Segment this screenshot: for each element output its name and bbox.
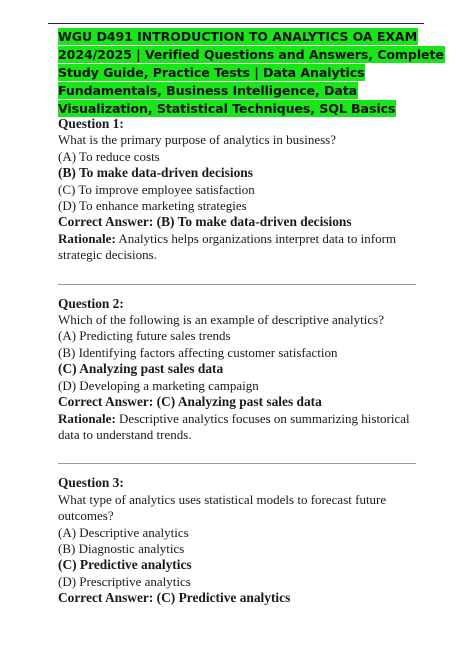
question-block: [58, 475, 418, 606]
question-text: What type of analytics uses statistical models to forecast future outcomes?: [58, 491, 387, 524]
answer-option: (C) To improve employee satisfaction: [58, 181, 255, 197]
title-line: Fundamentals, Business Intelligence, Data: [58, 83, 358, 98]
answer-option: (D) To enhance marketing strategies: [58, 198, 247, 214]
answer-option: (B) Identifying factors affecting customer satisfaction: [58, 344, 338, 360]
question-divider: [58, 463, 416, 464]
question-divider: [58, 284, 416, 285]
question-label: Question 2:: [58, 295, 124, 311]
question-label: Question 3:: [58, 475, 124, 491]
top-rule: [48, 23, 424, 24]
answer-option: (A) Descriptive analytics: [58, 524, 189, 540]
rationale-text: Analytics helps organizations interpret data to inform strategic decisions.: [58, 230, 397, 263]
answer-option: (A) Predicting future sales trends: [58, 328, 231, 344]
answer-option-correct: (C) Predictive analytics: [58, 557, 192, 573]
rationale: [58, 411, 410, 444]
correct-answer: Correct Answer: (B) To make data-driven decisions: [58, 214, 352, 230]
answer-option: (D) Developing a marketing campaign: [58, 377, 259, 393]
title-line: 2024/2025 | Verified Questions and Answers, Complete: [58, 47, 444, 62]
question-text: Which of the following is an example of descriptive analytics?: [58, 312, 384, 328]
rationale-text: Descriptive analytics focuses on summarizing historical data to understand trends.: [58, 410, 410, 442]
title-line: WGU D491 INTRODUCTION TO ANALYTICS OA EXAM: [58, 29, 418, 44]
answer-option: (D) Prescriptive analytics: [58, 573, 191, 589]
question-label: Question 1:: [58, 116, 124, 131]
question-block: [58, 296, 418, 444]
question-block: [58, 116, 418, 264]
rationale: [58, 231, 410, 264]
correct-answer: Correct Answer: (C) Predictive analytics: [58, 590, 291, 606]
title-line: Visualization, Statistical Techniques, SQL Basics: [58, 101, 396, 116]
rationale-label: Rationale:: [58, 410, 116, 426]
answer-option-correct: (C) Analyzing past sales data: [58, 361, 224, 377]
answer-option-correct: (B) To make data-driven decisions: [58, 165, 253, 181]
answer-option: (B) Diagnostic analytics: [58, 540, 185, 556]
questions-list: [58, 116, 418, 607]
correct-answer: Correct Answer: (C) Analyzing past sales data: [58, 394, 322, 410]
document-title: [58, 28, 444, 118]
question-text: What is the primary purpose of analytics in business?: [58, 132, 336, 148]
title-line: Study Guide, Practice Tests | Data Analytics: [58, 65, 365, 80]
rationale-label: Rationale:: [58, 230, 116, 246]
answer-option: (A) To reduce costs: [58, 148, 160, 164]
